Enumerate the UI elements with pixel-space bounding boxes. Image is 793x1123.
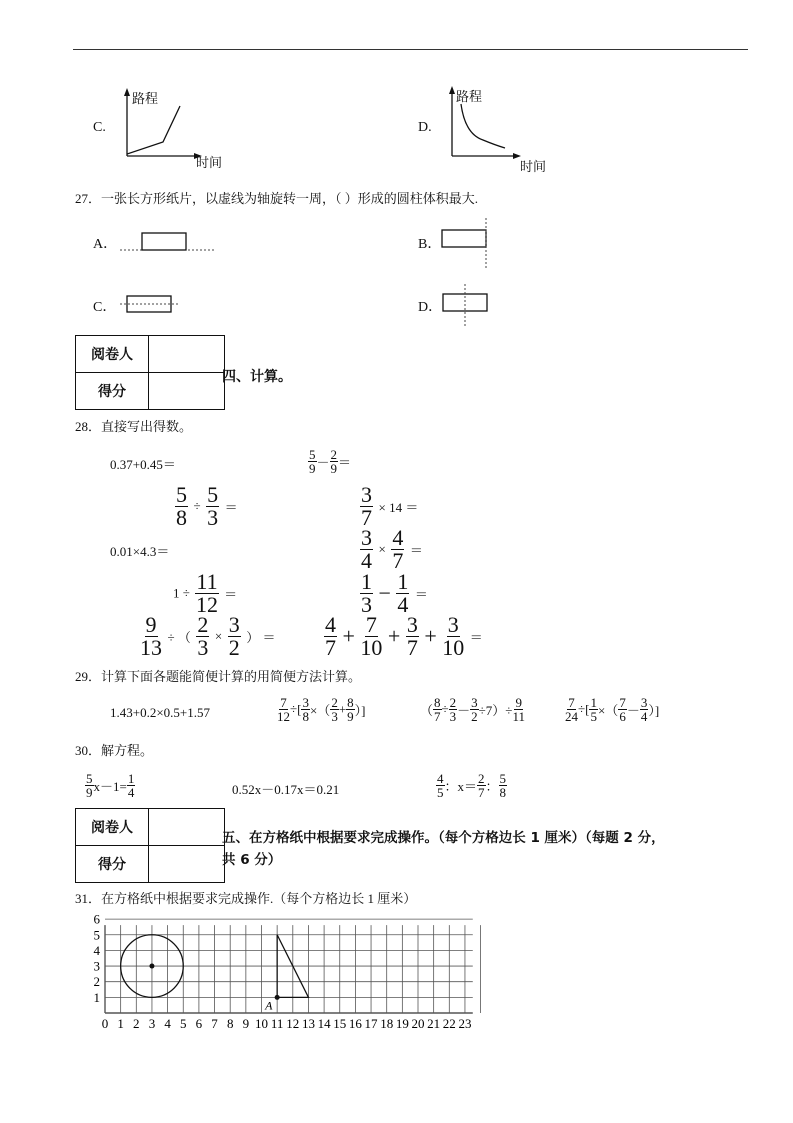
q28-expr-4: $\frac{3}{7}$ × 14 ＝ xyxy=(361,482,419,530)
y-tick-label: 1 xyxy=(93,989,100,1005)
score-field[interactable] xyxy=(149,846,225,883)
x-tick-label: 23 xyxy=(458,1016,472,1031)
q26-option-d-label: D. xyxy=(418,120,432,135)
x-tick-label: 3 xyxy=(148,1016,156,1031)
q28-expr-3: $\frac{5}{8}$ ÷ $\frac{5}{3}$ ＝ xyxy=(176,482,238,530)
q28-expr-10: $\frac{4}{7}$ + $\frac{7}{10}$ + $\frac{3}{7}$ + $\frac{3}{10}$ ＝ xyxy=(325,612,483,660)
q28-expr-1: 0.37+0.45＝ xyxy=(110,457,176,472)
x-tick-label: 12 xyxy=(286,1016,300,1031)
x-tick-label: 10 xyxy=(255,1016,268,1031)
reviewer-field[interactable] xyxy=(149,809,225,846)
x-tick-label: 1 xyxy=(117,1016,124,1031)
x-tick-label: 4 xyxy=(164,1016,171,1031)
q27-option-c-figure xyxy=(118,292,180,316)
q28-expr-2: $\frac{5}{9}$ － $\frac{2}{9}$ ＝ xyxy=(309,447,352,476)
q27-option-b-label: B． xyxy=(418,237,442,252)
q31-grid xyxy=(88,912,493,1036)
x-tick-label: 22 xyxy=(442,1016,456,1031)
q28-expr-8: $\frac{1}{3}$ − $\frac{1}{4}$ ＝ xyxy=(361,569,428,617)
x-tick-label: 20 xyxy=(411,1016,425,1031)
q26-c-ylabel: 路程 xyxy=(132,92,159,107)
point-a-dot xyxy=(275,995,280,1000)
q27-option-a-label: A． xyxy=(93,237,118,252)
q29-expr-4: $\frac{7}{24}$ ÷[ $\frac{1}{5}$ ×（ $\frac{7}{6}$ － $\frac{3}{4}$ ）] xyxy=(565,695,660,724)
x-tick-label: 6 xyxy=(195,1016,203,1031)
x-tick-label: 13 xyxy=(301,1016,315,1031)
section-4-title: 四、计算。 xyxy=(222,369,292,385)
q26-option-c-label: C. xyxy=(93,120,106,135)
q28-expr-6: $\frac{3}{4}$ × $\frac{4}{7}$ ＝ xyxy=(361,525,423,573)
q26-d-xlabel: 时间 xyxy=(520,160,547,175)
q27-option-d-label: D． xyxy=(418,300,443,315)
x-tick-label: 11 xyxy=(270,1016,284,1031)
q28-expr-5: 0.01×4.3＝ xyxy=(110,544,170,559)
q26-d-ylabel: 路程 xyxy=(456,90,483,105)
q27-option-d-figure xyxy=(440,282,492,328)
x-tick-label: 2 xyxy=(133,1016,140,1031)
x-tick-label: 15 xyxy=(333,1016,347,1031)
section-5-title-line2: 共 6 分） xyxy=(222,852,282,868)
q27-stem: 27．一张长方形纸片，以虚线为轴旋转一周，（ ）形成的圆柱体积最大. xyxy=(75,191,479,206)
score-field[interactable] xyxy=(149,373,225,410)
header-rule xyxy=(73,49,748,50)
q29-expr-2: $\frac{7}{12}$ ÷[ $\frac{3}{8}$ ×（ $\frac{2}{3}$ + $\frac{8}{9}$ ）] xyxy=(277,695,366,724)
q26-c-xlabel: 时间 xyxy=(196,156,223,171)
x-tick-label: 19 xyxy=(395,1016,409,1031)
score-box-1 xyxy=(75,335,225,410)
point-a-label: A xyxy=(265,998,273,1013)
q30-stem: 30．解方程。 xyxy=(75,743,154,758)
x-tick-label: 16 xyxy=(348,1016,362,1031)
x-tick-label: 9 xyxy=(242,1016,250,1031)
x-tick-label: 14 xyxy=(317,1016,331,1031)
q28-expr-7: 1 ÷ $\frac{11}{12}$ ＝ xyxy=(173,569,238,617)
q30-expr-2: 0.52x－0.17x＝0.21 xyxy=(232,782,340,797)
x-tick-label: 18 xyxy=(380,1016,394,1031)
q31-stem: 31．在方格纸中根据要求完成操作.（每个方格边长 1 厘米） xyxy=(75,891,417,906)
score-box-2 xyxy=(75,808,225,883)
q27-option-a-figure xyxy=(118,228,218,256)
x-tick-label: 7 xyxy=(211,1016,218,1031)
reviewer-label: 阅卷人 xyxy=(76,336,149,373)
x-tick-label: 21 xyxy=(427,1016,441,1031)
q30-expr-3: $\frac{4}{5}$ ：x＝ $\frac{2}{7}$ ： $\frac{5}{8}$ xyxy=(437,771,507,800)
q30-expr-1: $\frac{5}{9}$ x－1= $\frac{1}{4}$ xyxy=(86,771,135,800)
score-label: 得分 xyxy=(76,846,149,883)
y-tick-label: 2 xyxy=(93,974,100,990)
circle-center-dot xyxy=(149,964,154,969)
y-tick-label: 5 xyxy=(93,927,100,943)
q27-option-c-label: C． xyxy=(93,300,117,315)
section-5-title-line1: 五、在方格纸中根据要求完成操作。（每个方格边长 1 厘米）（每题 2 分， xyxy=(222,830,665,846)
score-label: 得分 xyxy=(76,373,149,410)
q29-stem: 29．计算下面各题能简便计算的用简便方法计算。 xyxy=(75,669,362,684)
x-tick-label: 17 xyxy=(364,1016,378,1031)
y-tick-label: 3 xyxy=(93,958,100,974)
q28-expr-9: $\frac{9}{13}$ ÷ （ $\frac{2}{3}$ × $\frac{3}{2}$ ） ＝ xyxy=(140,612,276,660)
q29-expr-1: 1.43+0.2×0.5+1.57 xyxy=(110,705,210,720)
q28-stem: 28．直接写出得数。 xyxy=(75,419,193,434)
q27-option-b-figure xyxy=(440,216,492,270)
x-tick-label: 5 xyxy=(180,1016,187,1031)
x-tick-label: 0 xyxy=(101,1016,109,1031)
q29-expr-3: （ $\frac{8}{7}$ ÷ $\frac{2}{3}$ － $\frac{3}{2}$ ÷7）÷ $\frac{9}{11}$ xyxy=(420,695,525,724)
reviewer-label: 阅卷人 xyxy=(76,809,149,846)
y-tick-label: 6 xyxy=(93,912,100,927)
x-tick-label: 8 xyxy=(226,1016,234,1031)
y-tick-label: 4 xyxy=(93,942,100,958)
reviewer-field[interactable] xyxy=(149,336,225,373)
